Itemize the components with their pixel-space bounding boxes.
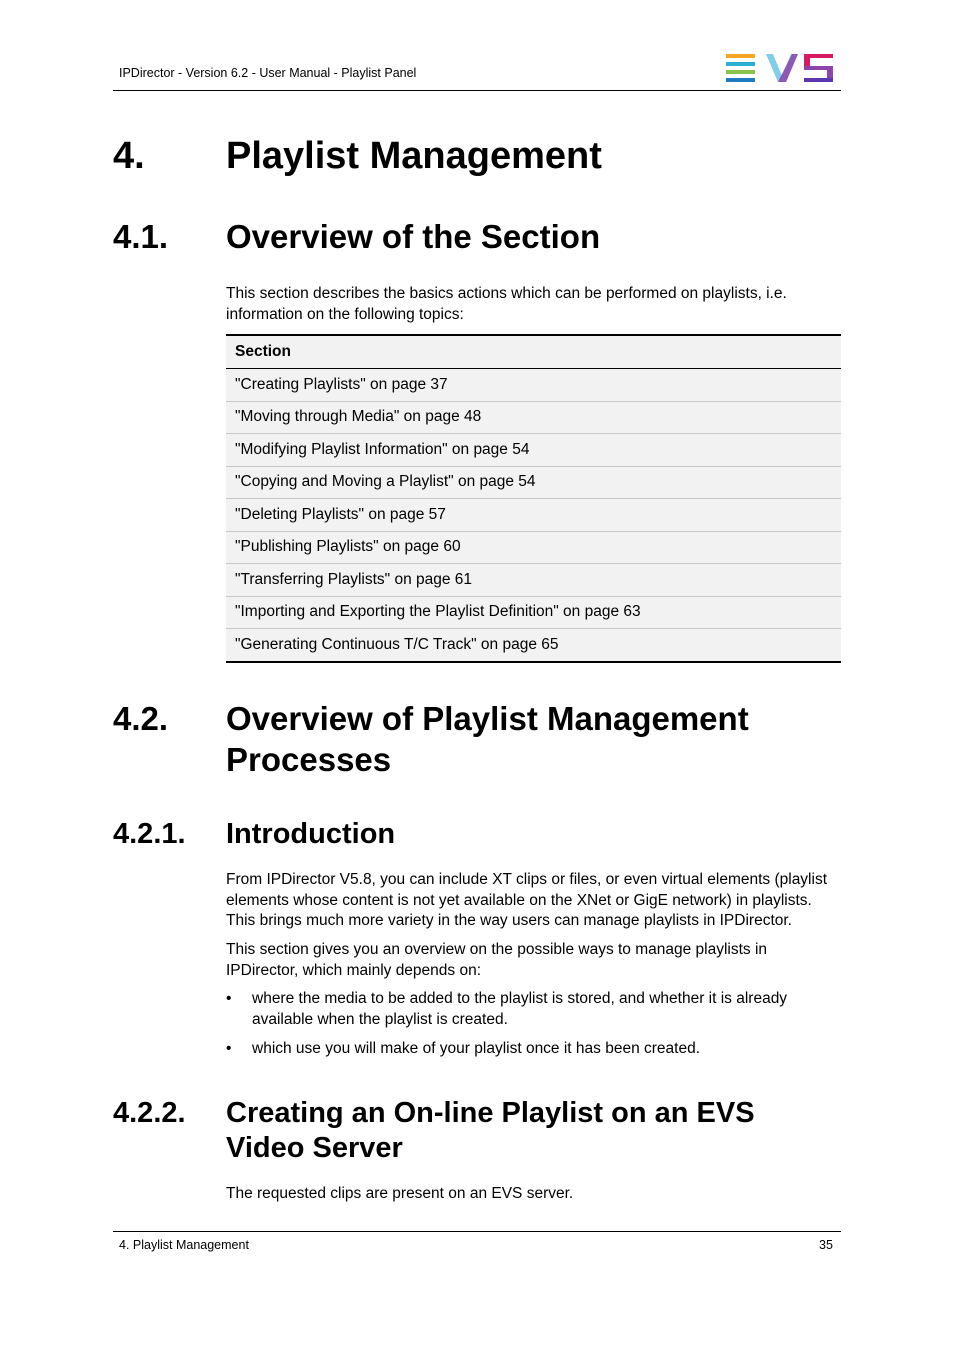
- running-header: IPDirector - Version 6.2 - User Manual - Playlist Panel: [119, 66, 417, 80]
- intro-paragraph-2: This section gives you an overview on the possible ways to manage playlists in IPDirector, which mainly depends on:: [226, 941, 768, 979]
- table-row-link[interactable]: "Copying and Moving a Playlist" on page 54: [226, 466, 841, 499]
- table-row-link[interactable]: "Creating Playlists" on page 37: [226, 369, 841, 402]
- table-row-link[interactable]: "Deleting Playlists" on page 57: [226, 499, 841, 532]
- footer-rule: [113, 1231, 841, 1232]
- intro-bullet-list: [226, 989, 836, 1069]
- header-rule: [113, 90, 841, 91]
- bullet-icon: •: [226, 1040, 232, 1057]
- section-4-2-2-title-line1: Creating an On-line Playlist on an EVS: [226, 1097, 755, 1129]
- list-item: [226, 1039, 836, 1060]
- section-4-1-title: Overview of the Section: [226, 218, 601, 255]
- section-4-2-2-title-line2: Video Server: [226, 1132, 403, 1164]
- table-row-link[interactable]: "Generating Continuous T/C Track" on page 65: [226, 629, 841, 662]
- chapter-number: 4.: [113, 135, 145, 177]
- bullet-icon: •: [226, 990, 232, 1007]
- table-row-link[interactable]: "Publishing Playlists" on page 60: [226, 531, 841, 564]
- table-row-link[interactable]: "Modifying Playlist Information" on page 54: [226, 434, 841, 467]
- section-4-2-number: 4.2.: [113, 700, 169, 737]
- list-item-text: where the media to be added to the playlist is stored, and whether it is already available when the playlist is created.: [252, 990, 788, 1028]
- footer-chapter-ref: 4. Playlist Management: [119, 1238, 249, 1252]
- section-4-2-title-line1: Overview of Playlist Management: [226, 700, 749, 737]
- section-4-2-2-paragraph: The requested clips are present on an EVS server.: [226, 1185, 574, 1202]
- table-row-link[interactable]: "Moving through Media" on page 48: [226, 401, 841, 434]
- section-4-2-2-number: 4.2.2.: [113, 1097, 186, 1129]
- list-item-text: which use you will make of your playlist once it has been created.: [252, 1040, 701, 1057]
- table-row-link[interactable]: "Transferring Playlists" on page 61: [226, 564, 841, 597]
- section-topics-table: [226, 334, 841, 663]
- page-number: 35: [819, 1238, 833, 1252]
- section-4-2-title-line2: Processes: [226, 741, 392, 778]
- table-row-link[interactable]: "Importing and Exporting the Playlist Definition" on page 63: [226, 596, 841, 629]
- table-header-section: Section: [226, 335, 841, 369]
- section-4-1-number: 4.1.: [113, 218, 169, 255]
- section-4-2-1-title: Introduction: [226, 818, 396, 850]
- section-4-2-1-number: 4.2.1.: [113, 818, 186, 850]
- chapter-title: Playlist Management: [226, 135, 602, 177]
- evs-logo: [726, 54, 834, 82]
- section-4-1-intro: This section describes the basics actions which can be performed on playlists, i.e. information on the following topics:: [226, 285, 787, 323]
- list-item: [226, 989, 836, 1030]
- intro-paragraph-1: From IPDirector V5.8, you can include XT clips or files, or even virtual elements (playlist elements whose content is not yet available on the XNet or GigE network) in playlists. This brings much more variety in the way users can manage playlists in IPDirector.: [226, 871, 828, 929]
